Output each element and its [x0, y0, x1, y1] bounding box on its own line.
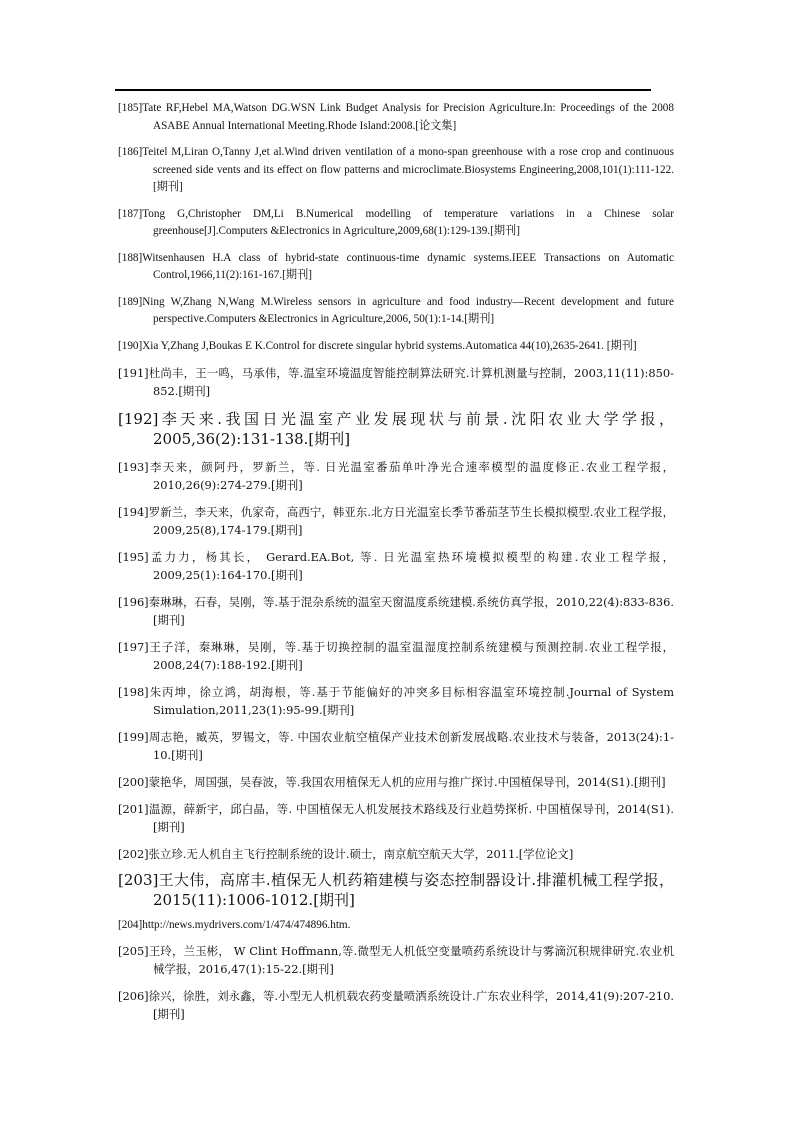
- reference-item: [199]周志艳，臧英，罗锡文，等. 中国农业航空植保产业技术创新发展战略.农业技术与装备，2013(24):1-10.[期刊]: [118, 730, 674, 762]
- reference-item: [189]Ning W,Zhang N,Wang M.Wireless sensors in agriculture and food industry—Recent development and future perspective.Computers &Electronics in Agriculture,2006, 50(1):1-14.[期刊]: [118, 295, 674, 325]
- reference-item: [187]Tong G,Christopher DM,Li B.Numerical modelling of temperature variations in a Chinese solar greenhouse[J].Computers &Electronics in Agriculture,2009,68(1):129-139.[期刊]: [118, 207, 674, 237]
- header-rule: [115, 89, 651, 91]
- reference-item: [206]徐兴，徐胜，刘永鑫，等.小型无人机机载农药变量喷洒系统设计.广东农业科学，2014,41(9):207-210.[期刊]: [118, 988, 674, 1021]
- reference-item: [194]罗新兰，李天来，仇家奇，高西宁，韩亚东.北方日光温室长季节番茄茎节生长模拟模型.农业工程学报，2009,25(8),174-179.[期刊]: [118, 505, 674, 537]
- reference-item: [205]王玲，兰玉彬， W Clint Hoffmann,等.微型无人机低空变量喷药系统设计与雾滴沉积规律研究.农业机械学报，2016,47(1):15-22.[期刊]: [118, 943, 674, 976]
- reference-item: [204]http://news.mydrivers.com/1/474/474896.htm.: [118, 919, 351, 931]
- reference-item: [185]Tate RF,Hebel MA,Watson DG.WSN Link Budget Analysis for Precision Agriculture.In: Proceedings of the 2008 ASABE Annual International Meeting.Rhode Island:2008.[论文集]: [118, 102, 674, 132]
- reference-item: [193]李天来，颜阿丹，罗新兰，等. 日光温室番茄单叶净光合速率模型的温度修正.农业工程学报，2010,26(9):274-279.[期刊]: [118, 460, 674, 492]
- reference-item: [191]杜尚丰，王一鸣，马承伟，等.温室环境温度智能控制算法研究.计算机测量与控制，2003,11(11):850-852.[期刊]: [118, 366, 674, 398]
- reference-item: [186]Teitel M,Liran O,Tanny J,et al.Wind driven ventilation of a mono-span greenhouse with a rose crop and continuous screened side vents and its effect on flow patterns and microclimate.Biosystems Engineering,2008,101(1):111-122.[期刊]: [118, 146, 674, 193]
- reference-item: [195]孟力力，杨其长， Gerard.EA.Bot, 等. 日光温室热环境模拟模型的构建.农业工程学报，2009,25(1):164-170.[期刊]: [118, 550, 674, 582]
- reference-item: [190]Xia Y,Zhang J,Boukas E K.Control for discrete singular hybrid systems.Automatica 44(10),2635-2641. [期刊]: [118, 339, 637, 352]
- reference-item: [188]Witsenhausen H.A class of hybrid-state continuous-time dynamic systems.IEEE Transactions on Automatic Control,1966,11(2):161-167.[期刊]: [118, 251, 674, 281]
- reference-item: [192]李天来.我国日光温室产业发展现状与前景.沈阳农业大学学报，2005,36(2):131-138.[期刊]: [118, 410, 674, 448]
- reference-item: [203]王大伟，高席丰.植保无人机药箱建模与姿态控制器设计.排灌机械工程学报，2015(11):1006-1012.[期刊]: [118, 871, 674, 909]
- reference-item: [202]张立珍.无人机自主飞行控制系统的设计.硕士，南京航空航天大学，2011.[学位论文]: [118, 847, 574, 861]
- reference-item: [196]秦琳琳，石春，吴刚，等.基于混杂系统的温室天窗温度系统建模.系统仿真学报，2010,22(4):833-836.[期刊]: [118, 595, 674, 627]
- reference-item: [197]王子洋，秦琳琳，吴刚，等.基于切换控制的温室温湿度控制系统建模与预测控制.农业工程学报，2008,24(7):188-192.[期刊]: [118, 640, 674, 672]
- reference-list: [118, 100, 674, 1032]
- reference-item: [201]温源，薛新宇，邱白晶，等. 中国植保无人机发展技术路线及行业趋势探析. 中国植保导刊，2014(S1).[期刊]: [118, 802, 674, 834]
- reference-item: [198]朱丙坤，徐立鸿，胡海根，等.基于节能偏好的冲突多目标相容温室环境控制.Journal of System Simulation,2011,23(1):95-99.[期刊]: [118, 685, 674, 717]
- reference-item: [200]蒙艳华，周国强，吴春波，等.我国农用植保无人机的应用与推广探讨.中国植保导刊，2014(S1).[期刊]: [118, 775, 666, 789]
